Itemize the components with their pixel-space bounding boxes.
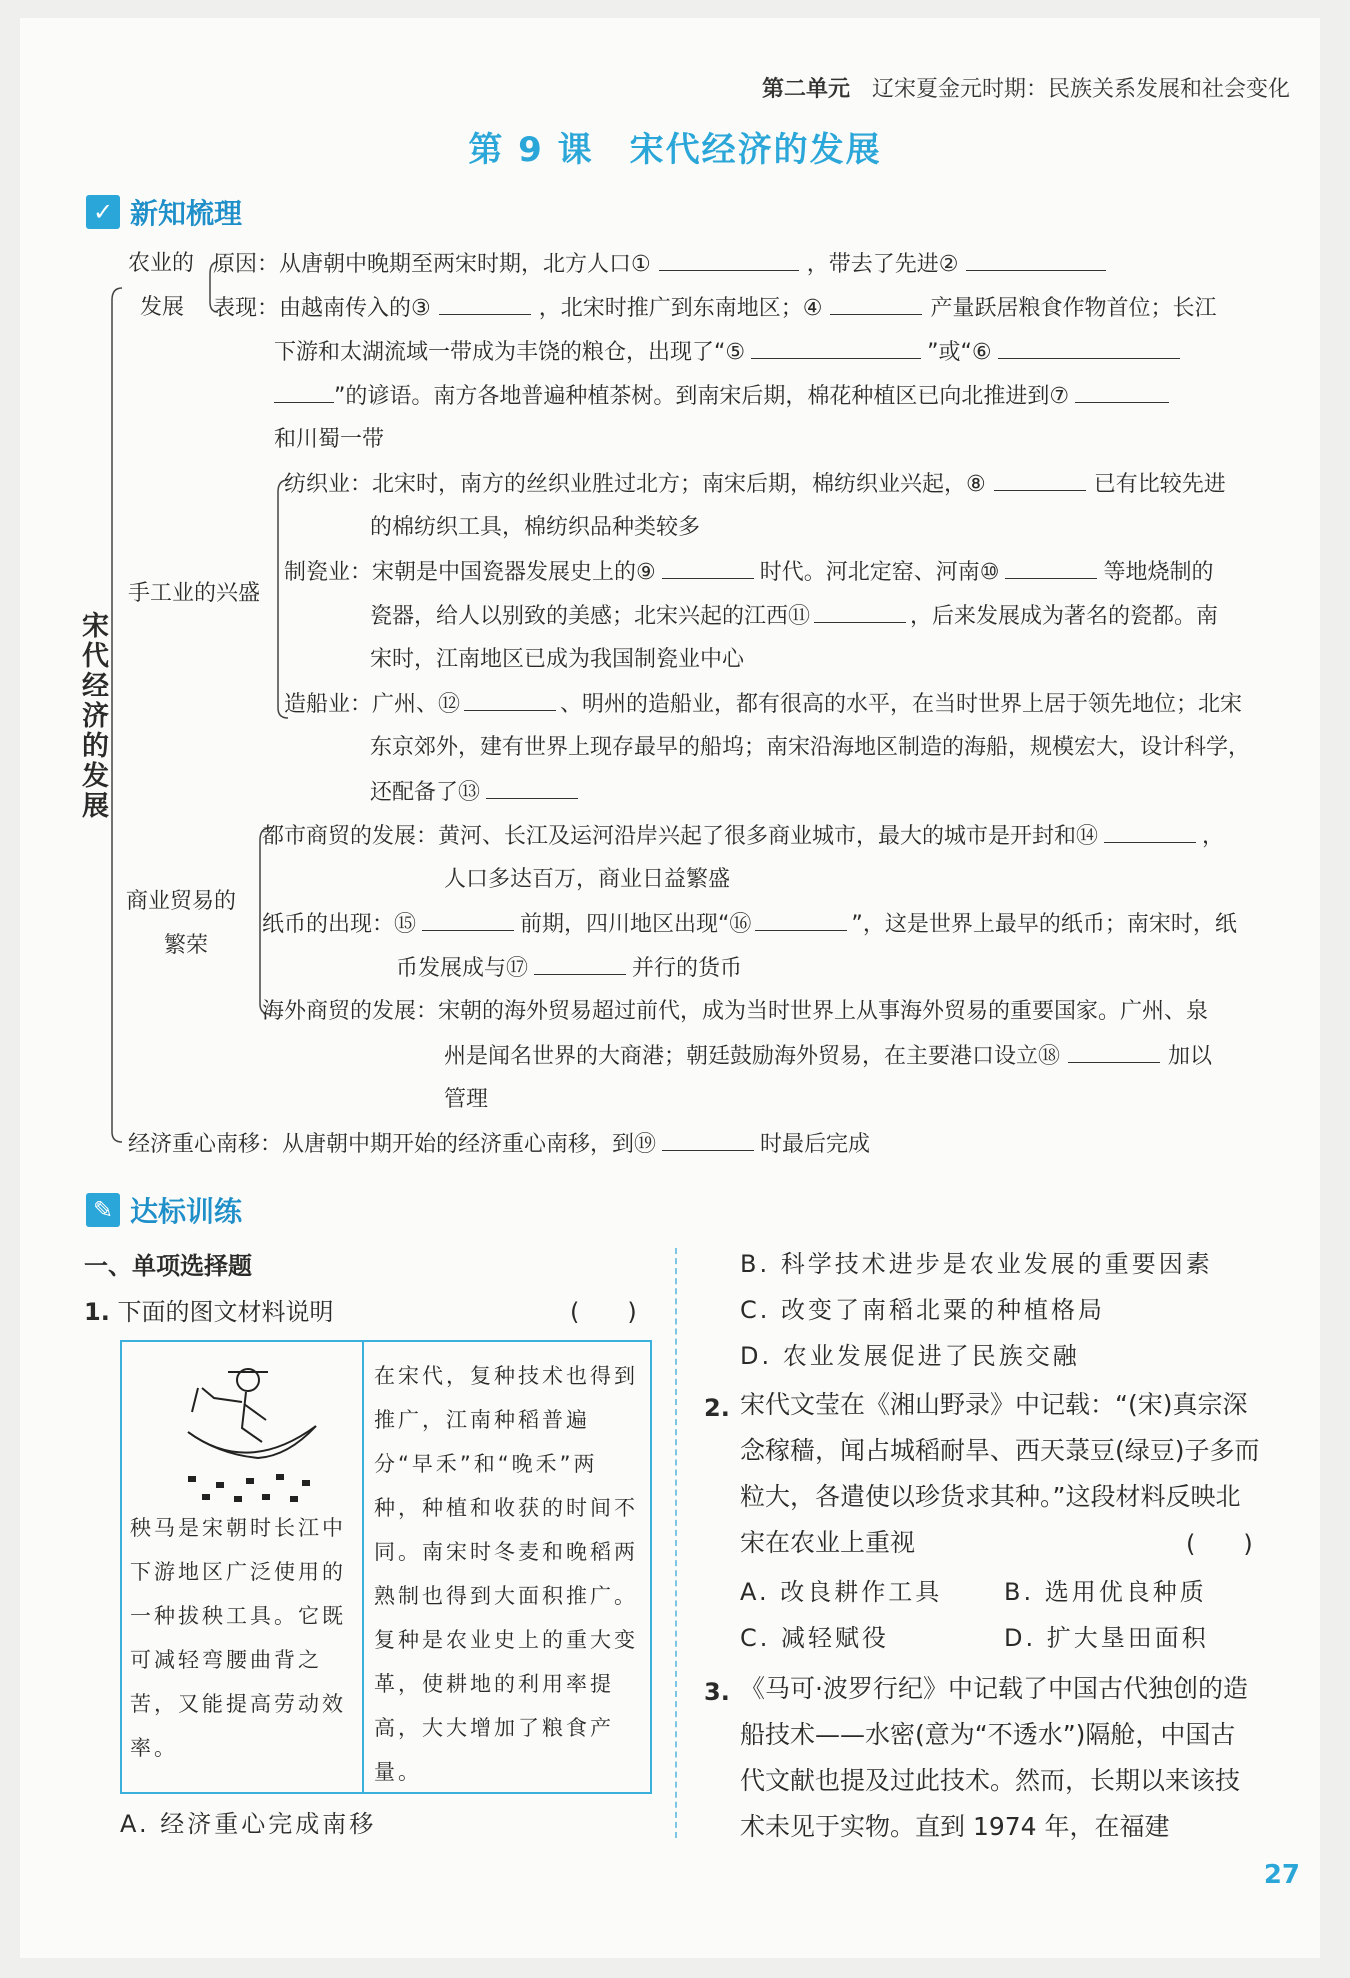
unit-label: 第二单元 xyxy=(761,77,850,102)
q2-number: 2. xyxy=(704,1394,730,1422)
box-right-text: 在宋代，复种技术也得到推广，江南种稻普遍分“早禾”和“晚禾”两种，种植和收获的时间不同。南宋时冬麦和晚稻两熟制也得到大面积推广。复种是农业史上的重大变革，使耕地的利用率提高，大大增加了粮食产量。 xyxy=(374,1364,638,1784)
handicraft-label: 手工业的兴盛 xyxy=(128,581,261,606)
tree-line: 下游和太湖流域一带成为丰饶的粮仓，出现了“⑤ ”或“⑥ xyxy=(274,338,1180,367)
tree-line: 管理 xyxy=(444,1087,489,1112)
question-2: 宋代文莹在《湘山野录》中记载：“(宋)真宗深念稼穑，闻占城稻耐旱、西天菉豆(绿豆)子多而粒大，各遣使以珍货求其种。”这段材料反映北宋在农业上重视 xyxy=(740,1390,1260,1557)
agri-label-2: 发展 xyxy=(140,295,185,320)
tree-line: 还配备了⑬ xyxy=(370,778,578,807)
tree-line: 东京郊外，建有世界上现存最早的船坞；南宋沿海地区制造的海船，规模宏大，设计科学， xyxy=(370,735,1251,760)
tree-line: 纺织业：北宋时，南方的丝织业胜过北方；南宋后期，棉纺织业兴起，⑧ 已有比较先进 xyxy=(284,472,1226,497)
tree-line: 制瓷业：宋朝是中国瓷器发展史上的⑨ 时代。河北定窑、河南⑩ 等地烧制的 xyxy=(284,560,1214,585)
agri-label-1: 农业的 xyxy=(128,251,195,276)
lesson-title: 第 9 课 宋代经济的发展 xyxy=(468,130,882,170)
option-1b[interactable]: B. 科学技术进步是农业发展的重要因素 xyxy=(740,1250,1213,1278)
tree-line: 纸币的出现：⑮ 前期，四川地区出现“⑯ ”，这是世界上最早的纸币；南宋时，纸 xyxy=(262,912,1237,937)
option-1a[interactable]: A. 经济重心完成南移 xyxy=(120,1810,377,1838)
option-2c[interactable]: C. 减轻赋役 xyxy=(740,1624,890,1652)
option-1d[interactable]: D. 农业发展促进了民族交融 xyxy=(740,1342,1080,1370)
commerce-label-1: 商业贸易的 xyxy=(126,889,237,914)
answer-paren: ( ) xyxy=(1186,1530,1253,1558)
tree-line: 都市商贸的发展：黄河、长江及运河沿岸兴起了很多商业城市，最大的城市是开封和⑭ ， xyxy=(262,824,1225,849)
option-2d[interactable]: D. 扩大垦田面积 xyxy=(1004,1624,1209,1652)
option-1c[interactable]: C. 改变了南稻北粟的种植格局 xyxy=(740,1296,1106,1324)
unit-subtitle: 辽宋夏金元时期：民族关系发展和社会变化 xyxy=(871,77,1290,102)
page-number: 27 xyxy=(1263,1860,1300,1890)
column-divider xyxy=(675,1248,677,1838)
q3-number: 3. xyxy=(704,1678,730,1706)
option-2b[interactable]: B. 选用优良种质 xyxy=(1004,1578,1207,1606)
option-2a[interactable]: A. 改良耕作工具 xyxy=(740,1578,943,1606)
question-1: 1. 下面的图文材料说明 xyxy=(84,1298,334,1326)
section-header-new-knowledge: ✓ 新知梳理 xyxy=(86,192,242,232)
tree-line: 表现：由越南传入的③ ，北宋时推广到东南地区；④ 产量跃居粮食作物首位；长江 xyxy=(213,296,1217,321)
commerce-label-2: 繁荣 xyxy=(164,933,209,958)
tree-line: 经济重心南移：从唐朝中期开始的经济重心南移，到⑲ 时最后完成 xyxy=(128,1132,871,1157)
section-header-practice: ✎ 达标训练 xyxy=(86,1190,242,1230)
part-title: 一、单项选择题 xyxy=(84,1252,252,1280)
tree-line: 币发展成与⑰ 并行的货币 xyxy=(396,956,743,981)
question-3: 《马可·波罗行纪》中记载了中国古代独创的造船技术——水密(意为“不透水”)隔舱，中国古代文献也提及过此技术。然而，长期以来该技术未见于实物。直到 1974 年，在福建 xyxy=(740,1674,1248,1841)
tree-line: 原因：从唐朝中晚期至两宋时期，北方人口① ，带去了先进② xyxy=(213,250,1106,279)
tree-line: ”的谚语。南方各地普遍种植茶树。到南宋后期，棉花种植区已向北推进到⑦ xyxy=(274,382,1169,411)
tree-line: 海外商贸的发展：宋朝的海外贸易超过前代，成为当时世界上从事海外贸易的重要国家。广州、泉 xyxy=(262,999,1209,1024)
tree-line: 人口多达百万，商业日益繁盛 xyxy=(444,867,731,892)
tree-line: 瓷器，给人以别致的美感；北宋兴起的江西⑪ ，后来发展成为著名的瓷都。南 xyxy=(370,604,1219,629)
pencil-icon: ✎ xyxy=(86,1193,120,1227)
yangma-illustration xyxy=(158,1358,328,1508)
tree-line: 州是闻名世界的大商港；朝廷鼓励海外贸易，在主要港口设立⑱ 加以 xyxy=(444,1044,1213,1069)
tree-line: 宋时，江南地区已成为我国制瓷业中心 xyxy=(370,647,745,672)
tree-line: 和川蜀一带 xyxy=(274,427,385,452)
material-box xyxy=(120,1340,652,1794)
check-icon: ✓ xyxy=(86,195,120,229)
box-divider xyxy=(362,1342,364,1792)
answer-paren: ( ) xyxy=(570,1298,637,1326)
tree-line: 造船业：广州、⑫ 、明州的造船业，都有很高的水平，在当时世界上居于领先地位；北宋 xyxy=(284,692,1243,717)
vertical-title: 宋代经济的发展 xyxy=(82,611,109,822)
box-left-text: 秧马是宋朝时长江中下游地区广泛使用的一种拔秧工具。它既可减轻弯腰曲背之苦，又能提高劳动效率。 xyxy=(130,1516,346,1760)
tree-line: 的棉纺织工具，棉纺织品种类较多 xyxy=(370,515,701,540)
